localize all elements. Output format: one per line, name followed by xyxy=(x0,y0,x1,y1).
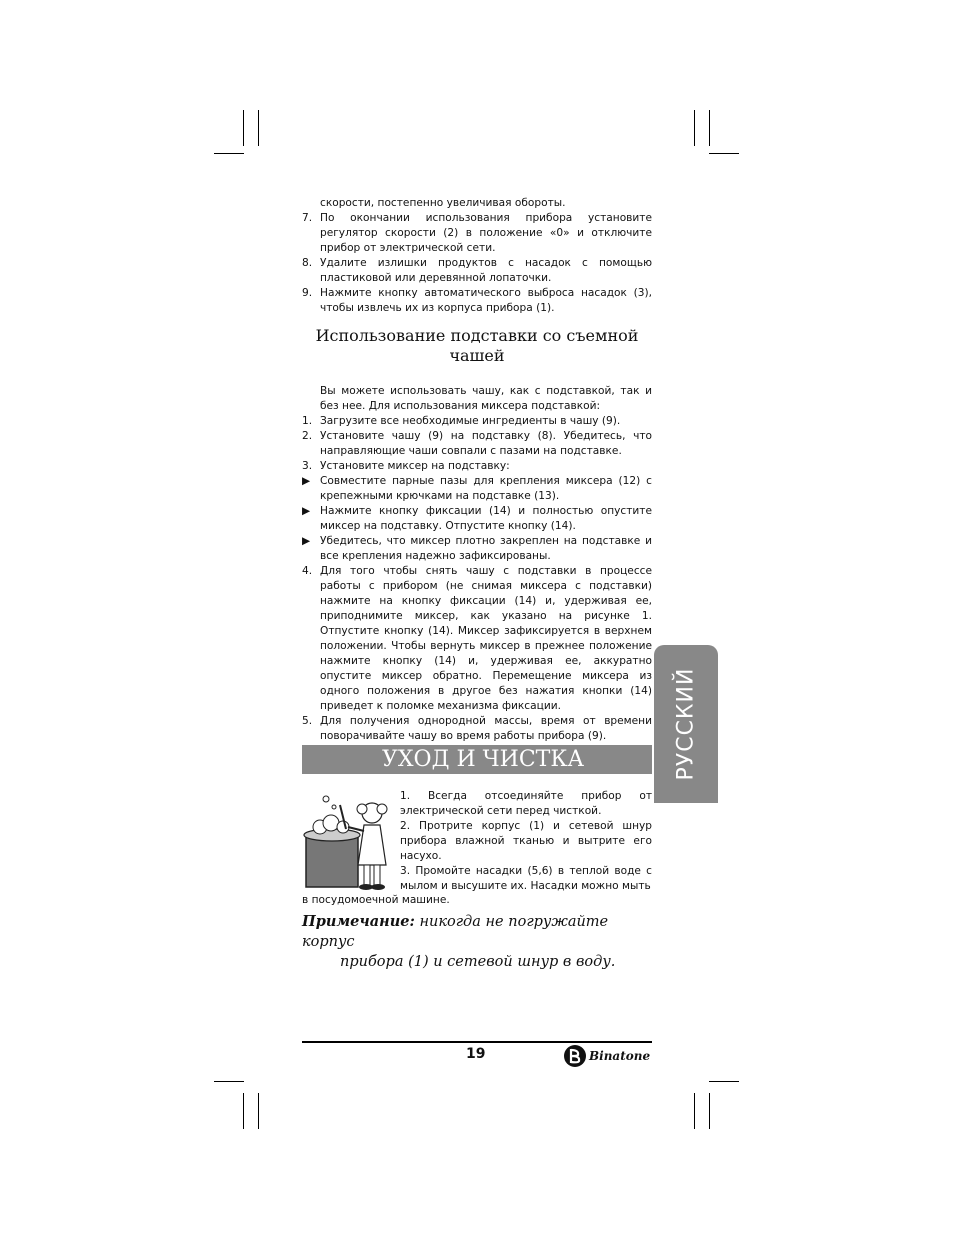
crop-mark xyxy=(709,110,710,146)
crop-mark xyxy=(243,110,244,146)
note-label: Примечание: xyxy=(302,913,415,930)
bullet-arrow-icon: ▶ xyxy=(302,535,311,547)
list-item: 2. Установите чашу (9) на подставку (8). Убедитесь, что направляющие чаши совпали с пазами на подставке. xyxy=(302,430,652,457)
list-item: ▶ Нажмите кнопку фиксации (14) и полностью опустите миксер на подставку. Отпустите кнопку (14). xyxy=(302,505,652,532)
brand-name: Binatone xyxy=(589,1049,651,1063)
list-item: 9. Нажмите кнопку автоматического выброса насадок (3), чтобы извлечь их из корпуса прибора (1). xyxy=(302,287,652,314)
section-heading: Использование подставки со съемной чашей xyxy=(315,326,639,365)
list-item: 3. Установите миксер на подставку: xyxy=(302,460,510,472)
list-item: ▶ Убедитесь, что миксер плотно закреплен на подставке и все крепления надежно зафиксированы. xyxy=(302,535,652,562)
note xyxy=(302,912,652,972)
bullet-arrow-icon: ▶ xyxy=(302,475,311,487)
stand-intro: Вы можете использовать чашу, как с подставкой, так и без нее. Для использования миксера подставкой: xyxy=(320,385,652,412)
language-tab xyxy=(654,645,718,803)
binatone-logo-icon xyxy=(563,1044,587,1068)
list-item xyxy=(302,196,652,211)
list-item: 1. Всегда отсоединяйте прибор от электрической сети перед чисткой. xyxy=(400,790,652,817)
care-tail: в посудомоечной машине. xyxy=(302,894,450,906)
list-item: 1. Загрузите все необходимые ингредиенты в чашу (9). xyxy=(302,415,621,427)
list-item: 4. Для того чтобы снять чашу с подставки в процессе работы с прибором (не снимая миксера с подставки) нажмите на кнопку фиксации (14) и, удерживая ее, приподнимите миксер, как указано на рисунке 1. Отпустите кнопку (14). Миксер зафиксируется в верхнем положении. Чтобы вернуть миксер в прежнее положение нажмите кнопку (14) и, удерживая ее, аккуратно опустите миксер обратно. Перемещение миксера из одного положения в другое без нажатия кнопки (14) приведет к поломке механизма фиксации. xyxy=(302,565,652,712)
note-text: прибора (1) и сетевой шнур в воду. xyxy=(340,954,616,970)
page-number: 19 xyxy=(466,1046,486,1062)
note-text: никогда не погружайте корпус xyxy=(302,914,609,950)
washing-illustration xyxy=(300,785,398,893)
crop-mark xyxy=(709,1081,739,1082)
care-list xyxy=(400,789,652,894)
crop-mark xyxy=(258,1093,259,1129)
list-item: ▶ Совместите парные пазы для крепления миксера (12) с крепежными крючками на подставке (13). xyxy=(302,475,652,502)
list-item: 7. По окончании использования прибора установите регулятор скорости (2) в положение «0» и отключите прибор от электрической сети. xyxy=(302,212,652,254)
crop-mark xyxy=(214,1081,244,1082)
crop-mark xyxy=(214,153,244,154)
crop-mark xyxy=(709,1093,710,1129)
brand-logo xyxy=(563,1043,650,1069)
intro-continuation: скорости, постепенно увеличивая обороты. xyxy=(320,197,566,209)
crop-mark xyxy=(709,153,739,154)
care-heading: УХОД И ЧИСТКА xyxy=(302,745,652,774)
language-tab-label: РУССКИЙ xyxy=(673,667,699,781)
crop-mark xyxy=(258,110,259,146)
list-item: 2. Протрите корпус (1) и сетевой шнур прибора влажной тканью и вытрите его насухо. xyxy=(400,820,652,862)
list-item: 5. Для получения однородной массы, время от времени поворачивайте чашу во время работы прибора (9). xyxy=(302,715,652,742)
crop-mark xyxy=(243,1093,244,1129)
bullet-arrow-icon: ▶ xyxy=(302,505,311,517)
instructions-column xyxy=(302,196,652,744)
list-item: 8. Удалите излишки продуктов с насадок с помощью пластиковой или деревянной лопаточки. xyxy=(302,257,652,284)
crop-mark xyxy=(694,1093,695,1129)
crop-mark xyxy=(694,110,695,146)
list-item: 3. Промойте насадки (5,6) в теплой воде с мылом и высушите их. Насадки можно мыть xyxy=(400,865,652,892)
